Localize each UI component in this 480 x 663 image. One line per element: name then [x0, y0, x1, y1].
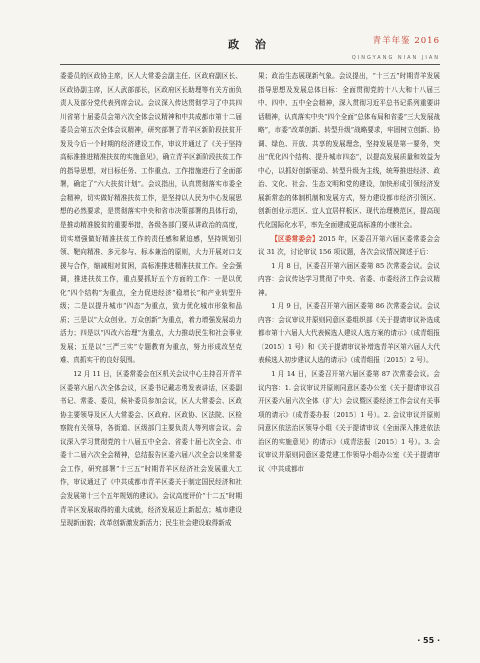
body-columns: [60, 70, 440, 622]
section-title: 政 治: [228, 38, 272, 51]
paragraph: 1 月 8 日，区委召开第六届区委第 85 次常委会议。会议内容：会议传达学习贯彻了中央、省委、市委经济工作会议精神。: [258, 261, 440, 297]
paragraph-with-tag: [258, 233, 440, 260]
page-number: · 55 ·: [417, 636, 440, 645]
section-tag: 【区委常委会】: [271, 234, 319, 243]
running-header: [60, 30, 440, 65]
paragraph: 12 月 11 日，区委常委会在区机关会议中心主持召开青羊区委第六届八次全体会议，区委书记戴志勇发表讲话，区委副书记、常委、委员，候补委员参加会议，区人大常委会、区政协主要领导及区人大常委会、区政府、区政协、区法院、区检察院有关领导，各街道、区级部门主要负责人等列席会议。会议深入学习贯彻党的十八届五中全会、省委十届七次全会、市委十二届六次全会精神，总结报告区委六届八次全会以来常委会工作，研究部署“十三五”时期青羊区经济社会发展重大工作，审议通过了《中共成都市青羊区委关于制定国民经济和社会发展第十三个五年规划的建议》。会议高度评价“十二五”时期青羊区发展取得的重大成就，经济发展迈上新起点；城市建设呈现新面貌；改革创新激发新活力；民生社会建设取得新成: [60, 370, 242, 528]
yearbook-subtitle: QINGYANG NIAN JIAN: [351, 55, 440, 61]
paragraph: 果；政治生态展现新气象。会议提出，“十三五”时期青羊发展指导思想及发展总体目标：全面贯彻党的十八大和十八届三中、四中、五中全会精神，深入贯彻习近平总书记系列重要讲话精神，认真落实中央“四个全面”总体布局和省委“三大发展战略”，市委“改革创新、转型升级”战略要求，牢固树立创新、协调、绿色、开放、共享的发展理念，坚持发展是第一要务，突出“优化四个结构、提升城市四态”，以提高发展质量和效益为中心，以抓好创新驱动、转型升级为主线，统筹推进经济、政治、文化、社会、生态文明和党的建设，加快形成引领经济发展新常态的体制机制和发展方式，努力建设都市经济引领区、创新创业示范区、宜人宜居样板区、现代治理模范区，提高现代化国际化水平，率先全面建成更高标准的小康社会。: [258, 72, 440, 230]
paragraph: 1 月 9 日，区委召开第六届区委第 86 次常委会议。会议内容：会议审议并原则同意区委组织部《关于提请审议补选成都市第十六届人大代表候选人建议人选方案的请示》（成青组报〔2015〕1 号）和《关于提请审议补增选青羊区第六届人大代表候选人初步建议人选的请示》（成青组报〔2015〕2 号）。: [258, 302, 440, 365]
paragraph: 1 月 14 日，区委召开第六届区委第 87 次常委会议。会议内容：1. 会议审议并原则同意区委办公室《关于提请审议召开区委六届六次全体（扩大）会议暨区委经济工作会议有关事项的请示》（成青委办报〔2015〕1 号）。2. 会议审议并原则同意区依法治区领导小组《关于提请审议《全面深入推进依法治区的实施意见》的请示》（成青法报〔2015〕1 号）。3. 会议审议并原则同意区委党建工作领导小组办公室《关于提请审议〈中共成都市: [258, 370, 440, 473]
right-column: [258, 70, 440, 622]
yearbook-brand: 青羊年鉴 2016: [372, 36, 440, 46]
paragraph-text: 2015 年，区委召开第六届区委常委会会议 31 次，讨论审议 156 项议题，各次会议情况简述于后：: [258, 234, 440, 257]
paragraph: 委委员的区政协主席，区人大常委会副主任、区政府副区长、区政协副主席，区人武部部长，区政府区长助理等有关方面负责人及部分党代表列席会议。会议深入传达贯彻学习了中共四川省第十届委员会第六次全体会议精神和中共成都市第十二届委员会第五次全体会议精神，研究部署了青羊区新阶段扶贫开发及今后一个时期的经济建设工作，审议并通过了《关于坚持高标准推进精准扶贫的实施意见》，确立青羊区新阶段扶贫工作的指导思想，对目标任务、工作重点、工作措施进行了全面部署，确定了“六大扶贫计划”。会议指出，认真贯彻落实市委全会精神，切实做好精准扶贫工作，是坚持以人民为中心发展思想的必然要求，是贯彻落实中央和省市决策部署的具体行动，是推动精准脱贫的重要举措，各级各部门要从讲政治的高度，切实增强做好精准扶贫工作的责任感和紧迫感，坚持规划引领、靶向精准、多元参与、标本兼治的原则，大力开展对口支援与合作，缩减相对贫困，高标准推进精准扶贫工作。全会强调，推进扶贫工作，重点要抓好五个方面的工作：一是以优化“四个结构”为重点，全力促进经济“稳增长”和产业转型升级；二是以提升城市“四态”为重点，致力优化城市形象和品质；三是以“大众创业、万众创新”为重点，着力增强发展动力活力；四是以“四改六治理”为重点，大力推动民生和社会事业发展；五是以“三严三实”专题教育为重点，努力形成改坚克难、真抓实干的良好氛围。: [60, 72, 242, 365]
left-column: [60, 70, 242, 622]
